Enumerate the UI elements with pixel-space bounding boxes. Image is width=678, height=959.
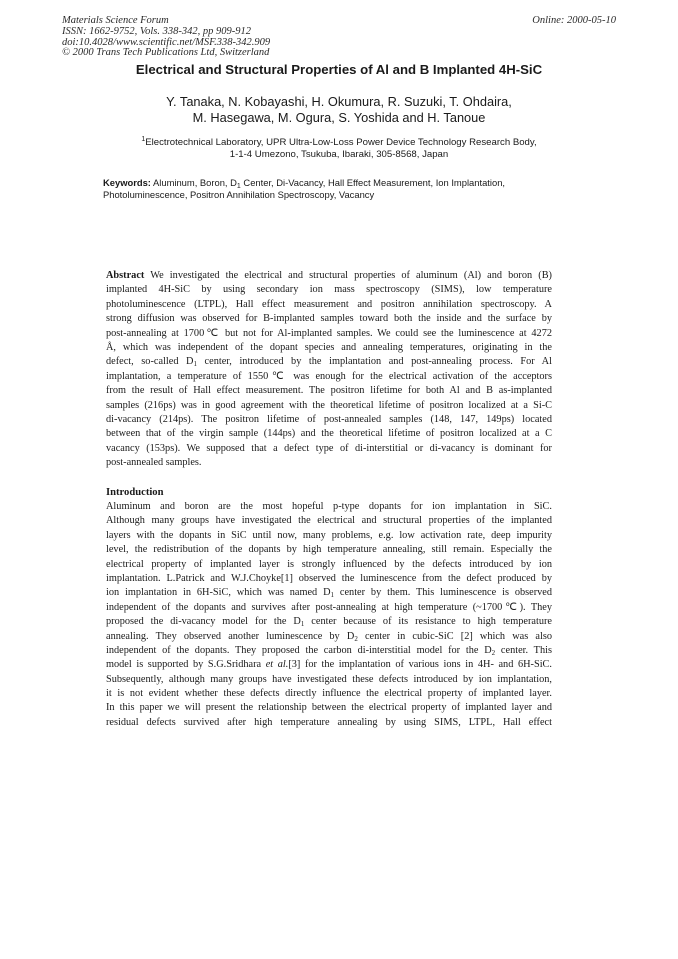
abstract-subscript: 1 [193,360,197,369]
author-list [0,94,678,125]
intro-text: annealing. They observed another luminescence by D [106,630,355,642]
keywords-line-1 [103,177,558,189]
abstract-line: vacancy (153ps). We supposed that a defect type of di-interstitial or di-vacancy is dominant for [106,442,552,454]
intro-text: model is supported by S.G.Sridhara [106,659,266,671]
abstract-text: We investigated the electrical and structural properties of aluminum (Al) and boron (B) [144,270,552,281]
affiliation-line-1 [0,134,678,149]
intro-subscript: 2 [354,634,358,643]
keywords-line-2: Photoluminescence, Positron Annihilation Spectroscopy, Vacancy [103,189,375,201]
keywords-text-1b: Center, Di-Vacancy, Hall Effect Measurement, Ion Implantation, [240,177,506,188]
intro-line: In this paper we will present the relationship between the electrical property of implanted layer and [106,702,552,714]
keywords-text-1a: Aluminum, Boron, D [150,177,237,188]
intro-text: ion implantation in 6H-SiC, which was named D [106,587,331,599]
journal-copyright: © 2000 Trans Tech Publications Ltd, Switzerland [62,47,270,59]
abstract-line: samples (216ps) was in good agreement with the theoretical lifetime of positron localized at a Si-C [106,399,552,411]
intro-line: Subsequently, although many groups have investigated these defects introduced by ion implantation, [106,673,552,685]
section-heading-introduction: Introduction [106,487,164,498]
intro-line: electrical property of implanted layer is strongly influenced by the defects introduced by ion [106,558,552,570]
abstract-line: implanted 4H-SiC by using secondary ion mass spectroscopy (SIMS), low temperature [106,284,552,296]
intro-italic: et al. [265,659,289,671]
keywords-label: Keywords: [103,177,151,188]
abstract-line: between that of the virgin sample (144ps) and the theoretical lifetime of positron localized at a C [106,428,552,440]
abstract-line: post-annealed samples. [106,457,202,469]
intro-line: independent of the dopants and survives after post-annealing at high temperature (~1700℃). They [106,601,552,613]
abstract-line: Å, which was independent of the dopant species and annealing temperatures, originating in the [106,341,552,353]
intro-subscript: 1 [330,591,335,600]
keywords-subscript: 1 [236,183,241,190]
abstract-section [106,269,552,470]
abstract-text: defect, so-called D [106,356,194,368]
affiliation-mark: 1 [141,136,146,143]
authors-line-2: M. Hasegawa, M. Ogura, S. Yoshida and H. Tanoue [192,109,486,125]
intro-subscript: 1 [300,620,305,629]
paper-title: Electrical and Structural Properties of Al and B Implanted 4H-SiC [135,62,543,77]
intro-line: layers with the dopants in SiC until now, many problems, e.g. low activation rate, deep impurity [106,529,552,541]
intro-line: implantation. L.Patrick and W.J.Choyke[1] observed the luminescence from the defect produced by [106,572,552,584]
affiliation-text-1: Electrotechnical Laboratory, UPR Ultra-Low-Loss Power Device Technology Research Body, [145,137,537,149]
intro-line [106,615,552,629]
intro-line: residual defects survived after high temperature annealing by using SIMS, LTPL, Hall effect [106,716,552,728]
keywords-block [103,177,558,202]
abstract-line: post-annealing at 1700℃ but not for Al-implanted samples. We could see the luminescence at 4272 [106,327,552,339]
intro-line: it is not evident whether these defects directly influence the electrical property of implanted layer. [106,688,552,700]
intro-text: center because of its resistance to high temperature [304,616,552,628]
journal-name: Materials Science Forum [62,15,169,26]
intro-text: center by them. This luminescence is observed [334,587,552,599]
affiliation [0,134,678,161]
abstract-line: photoluminescence (LTPL), Hall effect measurement and positron annihilation spectroscopy. A [106,298,552,310]
journal-issn: ISSN: 1662-9752, Vols. 338-342, pp 909-912 [62,25,251,37]
abstract-text: center, introduced by the implantation and post-annealing process. For Al [196,356,552,368]
intro-text: center. This [495,644,552,656]
abstract-line: strong diffusion was observed for B-implanted samples toward both the inside and the surface by [106,313,552,325]
abstract-line [106,355,552,369]
intro-line: level, the redistribution of the dopants by high temperature annealing, still remain. Especially the [106,544,552,556]
intro-text: proposed the di-vacancy model for the D [106,616,301,628]
authors-line-1: Y. Tanaka, N. Kobayashi, H. Okumura, R. Suzuki, T. Ohdaira, [166,94,512,109]
journal-header [62,16,362,59]
abstract-line: implantation, a temperature of 1550℃ was enough for the electrical activation of the acceptors [106,370,552,382]
abstract-line: di-vacancy (214ps). The positron lifetime of post-annealed samples (148, 147, 149ps) located [106,413,552,425]
journal-doi[interactable]: doi:10.4028/www.scientific.net/MSF.338-342.909 [62,36,271,48]
intro-text: center in cubic-SiC [2] which was also [357,630,552,642]
online-date: Online: 2000-05-10 [532,15,616,26]
abstract-line [106,269,552,283]
introduction-section [106,500,552,730]
abstract-line: from the result of Hall effect measurement. The positron lifetime for both Al and B as-implanted [106,385,552,397]
affiliation-line-2: 1-1-4 Umezono, Tsukuba, Ibaraki, 305-8568, Japan [229,149,449,161]
intro-line: Aluminum and boron are the most hopeful p-type dopants for ion implantation in SiC. [106,501,552,512]
intro-line [106,644,552,658]
intro-line [106,658,552,672]
abstract-label: Abstract [106,270,145,281]
intro-line [106,586,552,600]
intro-line: Although many groups have investigated the electrical and structural properties of the implanted [106,515,552,527]
intro-subscript: 2 [491,648,496,657]
intro-text: independent of the dopants. They proposed the carbon di-interstitial model for the D [106,644,492,656]
intro-text: [3] for the implantation of various ions in 4H- and 6H-SiC. [288,659,552,671]
intro-line [106,630,552,644]
